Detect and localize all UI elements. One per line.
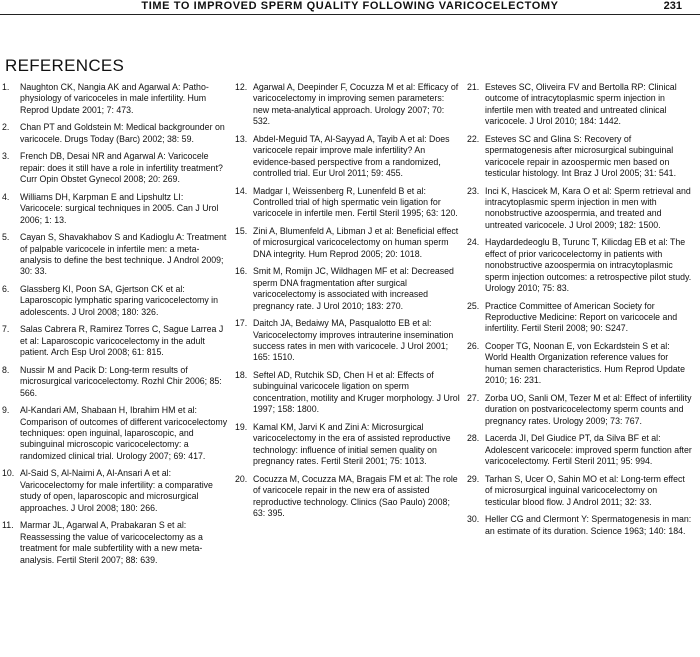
reference-text: Marmar JL, Agarwal A, Prabakaran S et al: Reassessing the value of varicocelectomy as a treatment for male subfertility with a new meta-analysis. Fertil Steril 2007; 88: 639.: [20, 520, 203, 565]
reference-text: Madgar I, Weissenberg R, Lunenfeld B et al: Controlled trial of high spermatic vein ligation for varicocele in infertile men. Fertil Steril 1995; 63: 120.: [253, 185, 458, 219]
reference-text: Agarwal A, Deepinder F, Cocuzza M et al: Efficacy of varicocelectomy in improving semen parameters: new meta-analytical approach. Urology 2007; 70: 532.: [253, 82, 459, 127]
reference-item: [235, 318, 461, 364]
reference-number: 17.: [235, 318, 248, 329]
reference-number: 26.: [467, 341, 480, 352]
page-header: [0, 0, 700, 18]
reference-number: 8.: [2, 364, 10, 375]
reference-item: [2, 232, 228, 278]
reference-text: Al-Said S, Al-Naimi A, Al-Ansari A et al: Varicocelectomy for male infertility: a comparative study of open, laparoscopic and microsurgical approaches. J Urol 2008; 180: 266.: [20, 468, 213, 513]
reference-item: [235, 82, 461, 128]
reference-number: 14.: [235, 185, 248, 196]
reference-text: Kamal KM, Jarvi K and Zini A: Microsurgical varicocelectomy in the era of assisted reproductive technology: influence of initial semen quality on pregnancy rates. Fertil Steril 2001; 75: 1013.: [253, 421, 451, 467]
reference-item: [467, 134, 693, 180]
reference-number: 10.: [2, 468, 15, 479]
reference-text: Seftel AD, Rutchik SD, Chen H et al: Effects of subinguinal varicocele ligation on sperm concentration, motility and Kruger morphology. J Urol 1997; 158: 1800.: [253, 370, 460, 415]
reference-text: Tarhan S, Ucer O, Sahin MO et al: Long-term effect of microsurgical inguinal varicocelectomy on testicular blood flow. J Androl 2011; 32: 33.: [485, 473, 685, 507]
reference-number: 24.: [467, 237, 480, 248]
reference-number: 28.: [467, 433, 480, 444]
reference-text: Chan PT and Goldstein M: Medical backgrounder on varicocele. Drugs Today (Barc) 2002; 38: 59.: [20, 122, 225, 144]
reference-item: [2, 365, 228, 399]
references-column-3: [467, 82, 693, 543]
reference-text: Cocuzza M, Cocuzza MA, Bragais FM et al: The role of varicocele repair in the new era of assisted reproductive technology. Clinics (Sao Paulo) 2008; 63: 395.: [253, 473, 458, 518]
reference-number: 25.: [467, 300, 480, 311]
reference-item: [2, 284, 228, 318]
reference-number: 29.: [467, 473, 480, 484]
reference-text: Inci K, Hascicek M, Kara O et al: Sperm retrieval and intracytoplasmic sperm injection in men with nonobstructive azoospermia, and treated and untreated varicocele. J Urol 2009; 182: 1500.: [485, 185, 691, 230]
reference-text: Heller CG and Clermont Y: Spermatogenesis in man: an estimate of its duration. Science 1963; 140: 184.: [485, 514, 692, 536]
reference-text: Haydardedeoglu B, Turunc T, Kilicdag EB et al: The effect of prior varicocelectomy in patients with nonobstructive azoospermia on intracytoplasmic sperm injection outcomes: a retrospective pilot study. Urology 2010; 75: 83.: [485, 237, 692, 294]
reference-item: [2, 192, 228, 226]
reference-item: [235, 134, 461, 180]
reference-text: Esteves SC and Glina S: Recovery of spermatogenesis after microsurgical subinguinal varicocele repair in azoospermic men based on testicular histology. Int Braz J Urol 2005; 31: 541.: [485, 133, 677, 179]
reference-number: 11.: [2, 520, 14, 531]
reference-item: [467, 514, 693, 537]
reference-item: [2, 151, 228, 185]
reference-number: 30.: [467, 514, 480, 525]
reference-number: 4.: [2, 191, 10, 202]
reference-item: [2, 520, 228, 566]
reference-text: Naughton CK, Nangia AK and Agarwal A: Patho-physiology of varicoceles in male infertility. Hum Reprod Update 2001; 7: 473.: [20, 82, 209, 115]
reference-number: 2.: [2, 122, 10, 133]
reference-text: Practice Committee of American Society for Reproductive Medicine: Report on varicocele and infertility. Fertil Steril 2008; 90: S247.: [485, 300, 678, 334]
reference-number: 1.: [2, 82, 10, 92]
reference-number: 7.: [2, 324, 10, 335]
header-rule: [0, 14, 700, 15]
references-heading: REFERENCES: [5, 56, 125, 75]
reference-item: [467, 474, 693, 508]
reference-item: [2, 468, 228, 514]
reference-number: 5.: [2, 232, 10, 243]
reference-number: 27.: [467, 392, 480, 403]
references-column-2: [235, 82, 461, 526]
reference-item: [235, 370, 461, 416]
reference-text: Zorba UO, Sanli OM, Tezer M et al: Effect of infertility duration on postvaricocelectomy sperm counts and pregnancy rates. Urology 2009; 73: 767.: [485, 392, 692, 426]
page-number: 231: [663, 0, 682, 12]
reference-item: [235, 422, 461, 468]
reference-text: Smit M, Romijn JC, Wildhagen MF et al: Decreased sperm DNA fragmentation after surgical varicocelectomy is associated with increased pregnancy rate. J Urol 2010; 183: 270.: [253, 266, 454, 311]
reference-text: Salas Cabrera R, Ramirez Torres C, Sague Larrea J et al: Laparoscopic varicocelectomy in the adult patient. Arch Esp Urol 2008; 61: 815.: [20, 324, 224, 358]
reference-number: 3.: [2, 151, 10, 162]
reference-number: 15.: [235, 226, 248, 237]
reference-text: Lacerda JI, Del Giudice PT, da Silva BF et al: Adolescent varicocele: improved sperm function after varicocelectomy. Fertil Steril 2011; 95: 994.: [485, 433, 692, 467]
reference-number: 9.: [2, 405, 10, 416]
reference-text: Nussir M and Pacik D: Long-term results of microsurgical varicocelectomy. Rozhl Chir 2006; 85: 566.: [20, 364, 222, 398]
reference-item: [467, 393, 693, 427]
reference-number: 18.: [235, 370, 248, 381]
reference-item: [235, 226, 461, 260]
reference-item: [235, 186, 461, 220]
reference-item: [467, 341, 693, 387]
reference-item: [467, 186, 693, 232]
reference-item: [467, 82, 693, 128]
reference-item: [235, 474, 461, 520]
reference-number: 20.: [235, 473, 248, 484]
reference-number: 22.: [467, 133, 480, 144]
reference-item: [235, 266, 461, 312]
reference-item: [2, 122, 228, 145]
reference-item: [467, 301, 693, 335]
reference-item: [467, 237, 693, 294]
reference-number: 16.: [235, 266, 248, 277]
reference-item: [2, 82, 228, 116]
reference-text: Williams DH, Karpman E and Lipshultz LI: Varicocele: surgical techniques in 2005. Can J Urol 2006; 1: 13.: [20, 191, 219, 225]
reference-text: Cayan S, Shavakhabov S and Kadioglu A: Treatment of palpable varicocele in infertile men: a meta-analysis to define the best technique. J Androl 2009; 30: 33.: [20, 232, 227, 277]
reference-text: Al-Kandari AM, Shabaan H, Ibrahim HM et al: Comparison of outcomes of different varicocelectomy techniques: open inguinal, laparoscopic, and subinguinal microscopic varicocelectomy: a randomized clinical trial. Urology 2007; 69: 417.: [20, 405, 228, 461]
reference-number: 13.: [235, 133, 248, 144]
reference-text: Daitch JA, Bedaiwy MA, Pasqualotto EB et al: Varicocelectomy improves intrauterine insemination success rates in men with varicocele. J Urol 2001; 165: 1510.: [253, 318, 454, 363]
reference-item: [2, 324, 228, 358]
running-title: TIME TO IMPROVED SPERM QUALITY FOLLOWING VARICOCELECTOMY: [141, 0, 559, 12]
reference-text: Esteves SC, Oliveira FV and Bertolla RP: Clinical outcome of intracytoplasmic sperm injection in infertile men with treated and untreated clinical varicocele. J Urol 2010; 184: 1442.: [485, 82, 677, 127]
reference-text: Abdel-Meguid TA, Al-Sayyad A, Tayib A et al: Does varicocele repair improve male infertility? An evidence-based perspective from a randomized, controlled trial. Eur Urol 2011; 59: 455.: [253, 133, 450, 179]
reference-number: 23.: [467, 185, 480, 196]
reference-number: 12.: [235, 82, 248, 92]
reference-number: 21.: [467, 82, 480, 92]
reference-item: [467, 433, 693, 467]
reference-number: 19.: [235, 421, 248, 432]
reference-text: French DB, Desai NR and Agarwal A: Varicocele repair: does it still have a role in infertility treatment? Curr Opin Obstet Gynecol 2008; 20: 269.: [20, 151, 223, 185]
reference-text: Cooper TG, Noonan E, von Eckardstein S et al: World Health Organization reference values for human semen characteristics. Hum Reprod Update 2010; 16: 231.: [485, 341, 685, 386]
reference-number: 6.: [2, 284, 10, 295]
reference-item: [2, 405, 228, 462]
reference-text: Zini A, Blumenfeld A, Libman J et al: Beneficial effect of microsurgical varicocelectomy on human sperm DNA integrity. Hum Reprod 2005; 20: 1018.: [253, 226, 459, 259]
references-column-1: [2, 82, 228, 572]
reference-text: Glassberg KI, Poon SA, Gjertson CK et al: Laparoscopic lymphatic sparing varicocelectomy in adolescents. J Urol 2008; 180: 326.: [20, 284, 219, 317]
